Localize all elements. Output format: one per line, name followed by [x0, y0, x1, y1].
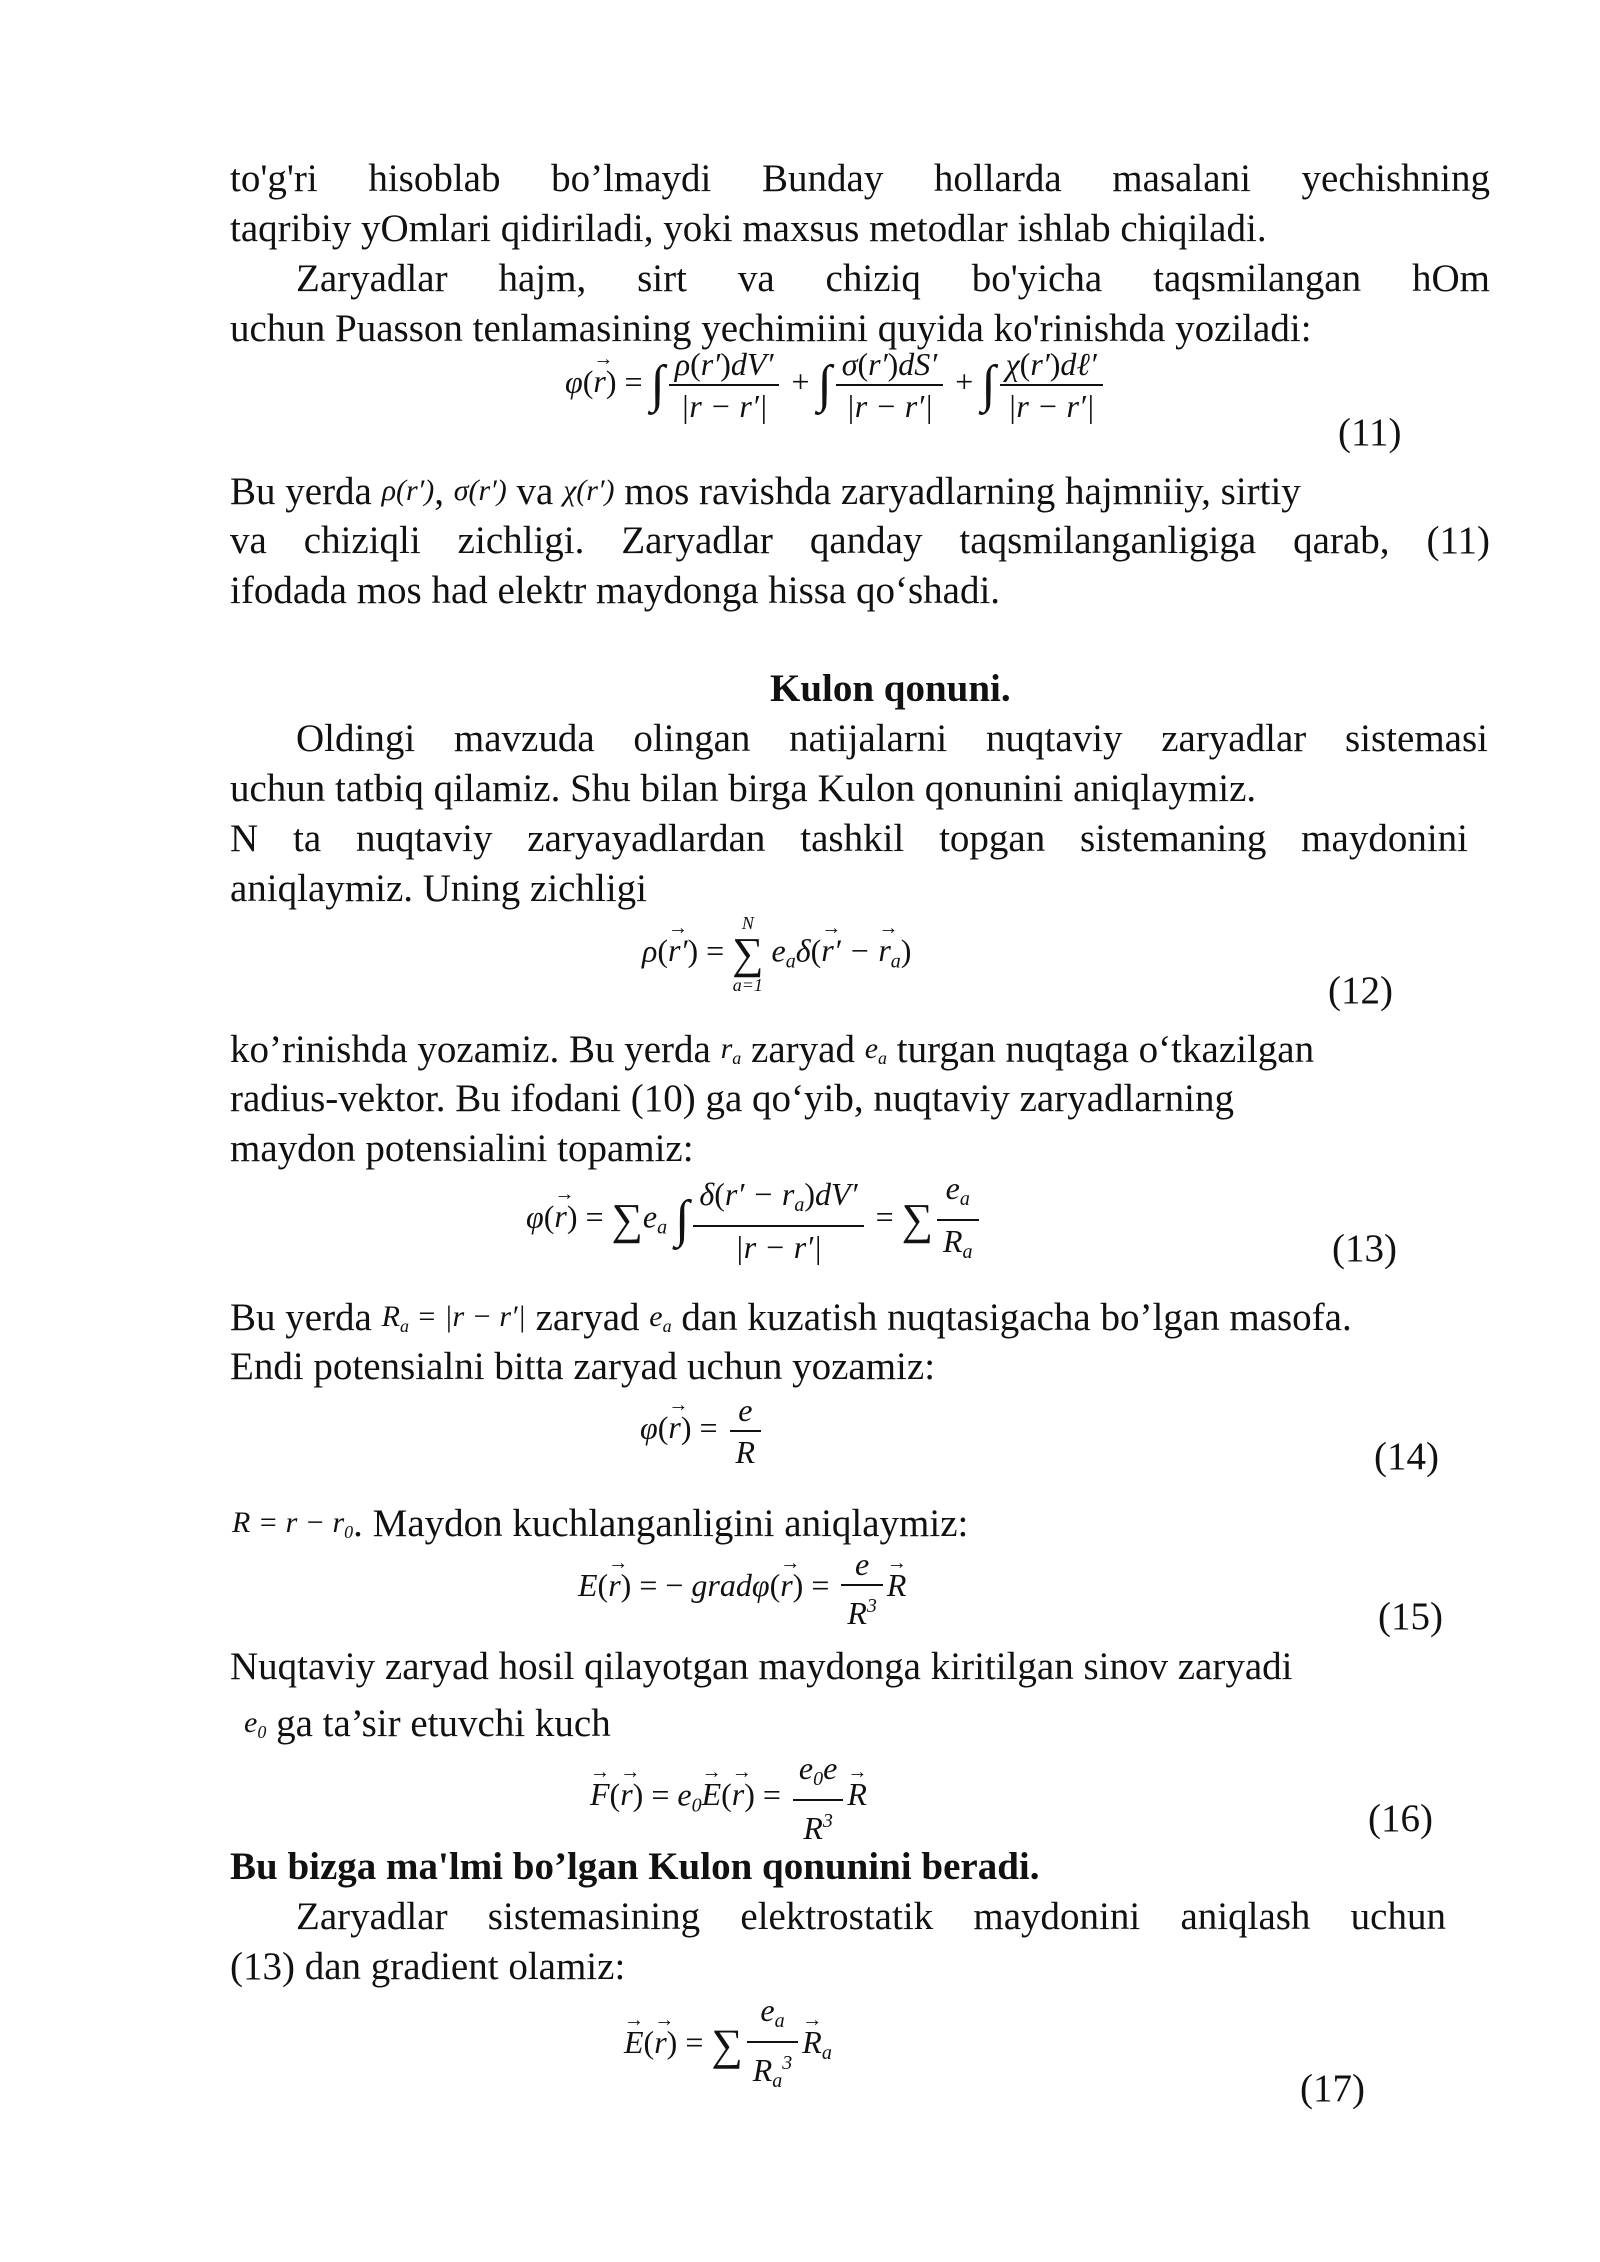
- paragraph-2-line-1: Zaryadlar hajm, sirt va chiziq bo'yicha taqsmilangan hOm: [296, 257, 1490, 300]
- equation-15: E(→ r) = − gradφ(→ r) = $\frac{e}{R^3}$ → R: [578, 1544, 906, 1633]
- text-maydon-kuchlanganligini: . Maydon kuchlanganligini aniqlaymiz:: [353, 1502, 969, 1545]
- equation-14: φ(→ r) = $\frac{e}{R}$: [640, 1390, 765, 1472]
- sigma-symbol: σ(r′): [453, 474, 507, 507]
- text-ga-tasir: ga ta’sir etuvchi kuch: [276, 1702, 611, 1745]
- paragraph-4-line-1: Oldingi mavzuda olingan natijalarni nuqtaviy zaryadlar sistemasi: [296, 717, 1488, 760]
- text-bu-yerda: Bu yerda: [230, 470, 372, 513]
- paragraph-9-line-2: (13) dan gradient olamiz:: [230, 1945, 626, 1988]
- equation-12-number: (12): [1328, 969, 1393, 1012]
- equation-17: → E(→ r) = ∑ $\frac{e_a}{R_a^3}$ → $R_a$: [624, 1990, 832, 2101]
- bold-statement: Bu bizga ma'lmi bo’lgan Kulon qonunini beradi.: [230, 1845, 1040, 1888]
- text-dan-kuzatish: dan kuzatish nuqtasigacha bo’lgan masofa.: [681, 1296, 1352, 1339]
- text-va: va: [516, 470, 554, 513]
- text-mos-ravishda: mos ravishda zaryadlarning hajmniiy, sirtiy: [624, 470, 1301, 513]
- equation-14-number: (14): [1374, 1435, 1439, 1478]
- r-definition-symbol: $R = r - r_0$: [232, 1506, 354, 1542]
- e-a-symbol-2: $e_a$: [649, 1300, 672, 1336]
- text-korinishda: ko’rinishda yozamiz. Bu yerda: [230, 1028, 711, 1071]
- paragraph-5-line-2: radius-vektor. Bu ifodani (10) ga qo‘yib, nuqtaviy zaryadlarning: [230, 1077, 1234, 1120]
- equation-13-number: (13): [1332, 1227, 1397, 1270]
- rho-symbol: ρ(r′): [381, 474, 435, 507]
- equation-11-number: (11): [1338, 411, 1402, 454]
- paragraph-3-line-3: ifodada mos had elektr maydonga hissa qo‘shadi.: [230, 569, 1001, 612]
- equation-12: ρ(→ r′) = N ∑ a=1 $e_a\delta(\to r'$ − → $r_a$): [642, 912, 911, 996]
- equation-16-number: (16): [1368, 1797, 1433, 1840]
- equation-15-number: (15): [1378, 1595, 1443, 1638]
- paragraph-1-line-2: taqribiy yOmlari qidiriladi, yoki maxsus metodlar ishlab chiqiladi.: [230, 207, 1267, 250]
- paragraph-6-line-2: Endi potensialni bitta zaryad uchun yozamiz:: [230, 1345, 936, 1388]
- e-a-symbol: $e_a$: [864, 1032, 888, 1068]
- paragraph-4-line-3: N ta nuqtaviy zaryayadlardan tashkil topgan sistemaning maydonini: [230, 817, 1468, 860]
- section-title: Kulon qonuni.: [770, 667, 1011, 710]
- text-zaryad-2: zaryad: [535, 1296, 640, 1339]
- text-turgan: turgan nuqtaga o‘tkazilgan: [896, 1028, 1315, 1071]
- chi-symbol: χ(r′): [563, 474, 615, 507]
- r-a-symbol: $r_a$: [720, 1032, 742, 1068]
- paragraph-1-line-1: to'g'ri hisoblab bo’lmaydi Bunday hollarda masalani yechishning: [230, 157, 1490, 200]
- r-a-distance-symbol: $R_a = |r - r'|$: [381, 1300, 526, 1336]
- paragraph-3-line-1: [230, 466, 1490, 517]
- text-zaryad: zaryad: [751, 1028, 855, 1071]
- e0-symbol: $e_0$: [244, 1706, 267, 1742]
- equation-17-number: (17): [1300, 2067, 1365, 2110]
- paragraph-3-line-2: va chiziqli zichligi. Zaryadlar qanday taqsmilanganligiga qarab, (11): [230, 519, 1490, 562]
- equation-16: → $F(\to r) = e_0\to E(\to r)$ = $\frac{e_0e}{R^3}$ → R: [590, 1748, 867, 1848]
- paragraph-8-line-2: [244, 1698, 1504, 1757]
- text-bu-yerda-2: Bu yerda: [230, 1296, 372, 1339]
- paragraph-4-line-2: uchun tatbiq qilamiz. Shu bilan birga Kulon qonunini aniqlaymiz.: [230, 767, 1257, 810]
- paragraph-2-line-2: uchun Puasson tenlamasining yechimiini quyida ko'rinishda yoziladi:: [230, 307, 1312, 350]
- paragraph-9-line-1: Zaryadlar sistemasining elektrostatik maydonini aniqlash uchun: [296, 1895, 1446, 1938]
- paragraph-4-line-4: aniqlaymiz. Uning zichligi: [230, 867, 647, 910]
- equation-11: φ(→ r) = ∫ $\frac{\rho(r')dV'}{|r - r'|}$ + ∫ $\frac{\sigma(r')dS'}{|r - r'|}$ + ∫ $\frac{\text{χ(r′)dℓ′}}{|r - r'|}$: [565, 344, 1107, 426]
- paragraph-5-line-3: maydon potensialini topamiz:: [230, 1127, 694, 1170]
- comma: ,: [434, 470, 444, 513]
- equation-13: $\varphi(\to r) = \sum e_a$ ∫ $\frac{\delta(r' - r_a)dV'}{|r - r'|}$ = ∑ $\frac{e_a}{R_a}$: [526, 1168, 983, 1272]
- paragraph-8-line-1: Nuqtaviy zaryad hosil qilayotgan maydonga kiritilgan sinov zaryadi: [230, 1645, 1293, 1688]
